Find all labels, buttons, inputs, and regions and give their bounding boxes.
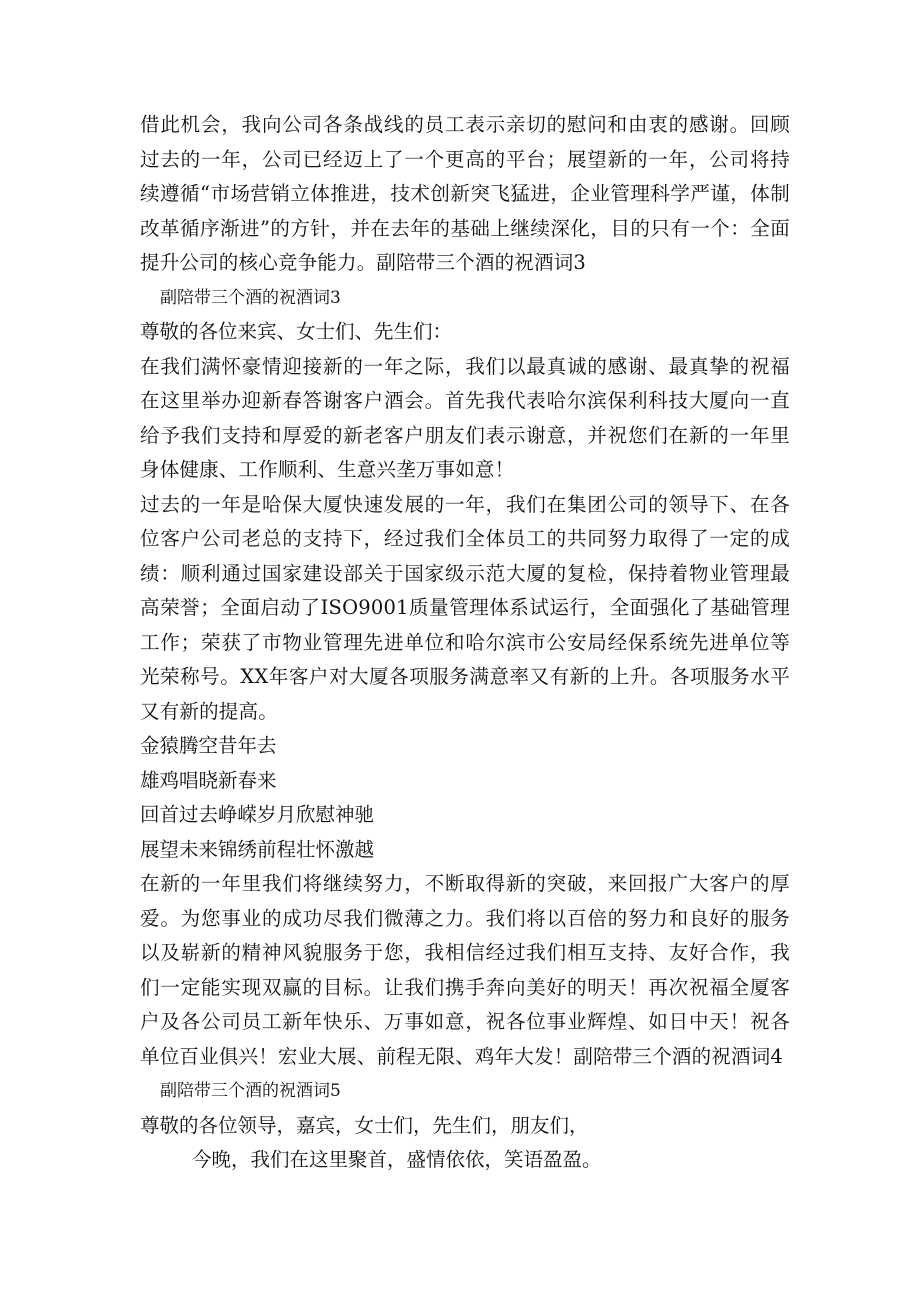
document-body <box>140 108 790 1178</box>
poem-line-2: 雄鸡唱晓新春来 <box>140 768 277 792</box>
poem-line-4: 展望未来锦绣前程壮怀激越 <box>140 837 375 861</box>
greeting-5: 尊敬的各位领导，嘉宾，女士们，先生们，朋友们， <box>140 1113 589 1137</box>
poem-line-1: 金猿腾空昔年去 <box>140 734 277 757</box>
greeting-3: 尊敬的各位来宾、女士们、先生们： <box>140 320 453 343</box>
paragraph-tonight: 今晚，我们在这里聚首，盛情依依，笑语盈盈。 <box>192 1148 602 1171</box>
section-heading-3: 副陪带三个酒的祝酒词3 <box>160 287 341 308</box>
paragraph-intro: 借此机会，我向公司各条战线的员工表示亲切的慰问和由衷的感谢。回顾过去的一年，公司已经迈上了一个更高的平台；展望新的一年，公司将持续遵循“市场营销立体推进，技术创新突飞猛进，企业管理科学严谨，体制改革循序渐进”的方针，并在去年的基础上继续深化，目的只有一个：全面提升公司的核心竞争能力。副陪带三个酒的祝酒词3 <box>140 113 790 274</box>
paragraph-review: 过去的一年是哈保大厦快速发展的一年，我们在集团公司的领导下、在各位客户公司老总的支持下，经过我们全体员工的共同努力取得了一定的成绩：顺利通过国家建设部关于国家级示范大厦的复检，保持着物业管理最高荣誉；全面启动了ISO9001质量管理体系试运行，全面强化了基础管理工作；荣获了市物业管理先进单位和哈尔滨市公安局经保系统先进单位等光荣称号。XX年客户对大厦各项服务满意率又有新的上升。各项服务水平又有新的提高。 <box>140 492 790 723</box>
poem-line-3: 回首过去峥嵘岁月欣慰神驰 <box>140 803 375 826</box>
section-heading-5: 副陪带三个酒的祝酒词5 <box>160 1081 341 1101</box>
paragraph-welcome: 在我们满怀豪情迎接新的一年之际，我们以最真诚的感谢、最真挚的祝福在这里举办迎新春答谢客户酒会。首先我代表哈尔滨保利科技大厦向一直给予我们支持和厚爱的新老客户朋友们表示谢意，并祝您们在新的一年里身体健康、工作顺利、生意兴垄万事如意！ <box>140 354 790 481</box>
paragraph-outlook: 在新的一年里我们将继续努力，不断取得新的突破，来回报广大客户的厚爱。为您事业的成功尽我们微薄之力。我们将以百倍的努力和良好的服务以及崭新的精神风貌服务于您，我相信经过我们相互支持、友好合作，我们一定能实现双赢的目标。让我们携手奔向美好的明天！再次祝福全厦客户及各公司员工新年快乐、万事如意，祝各位事业辉煌、如日中天！祝各单位百业俱兴！宏业大展、前程无限、鸡年大发！副陪带三个酒的祝酒词4 <box>140 872 790 1068</box>
